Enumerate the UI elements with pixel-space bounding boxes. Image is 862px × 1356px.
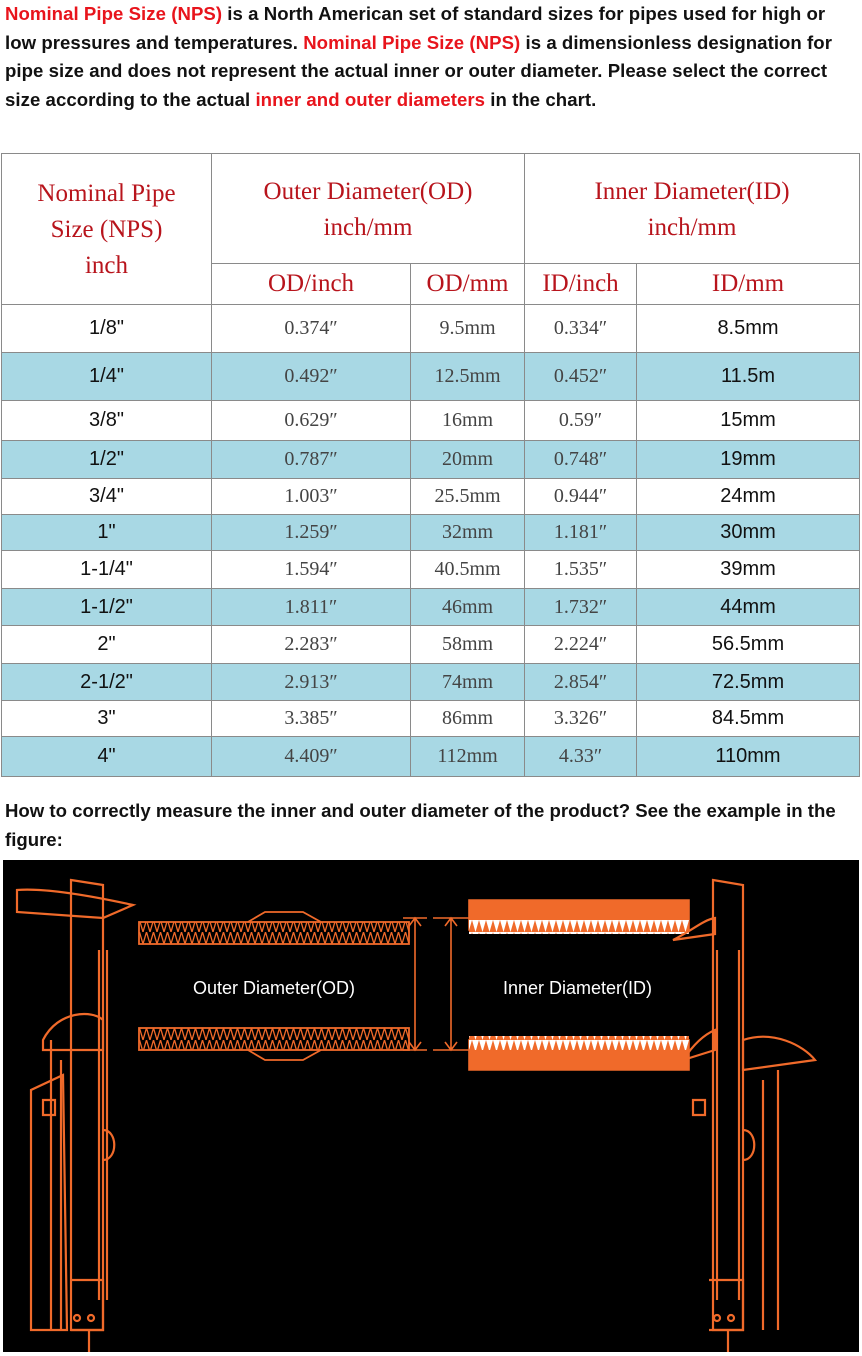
od-header-title: Outer Diameter(OD) [263,178,473,205]
cell-id-inch: 2.224″ [525,626,637,664]
id-label: Inner Diameter(ID) [503,978,653,998]
cell-nps: 1" [2,515,212,551]
cell-od-inch: 2.913″ [212,664,411,701]
nps-header-line-3: inch [84,252,129,279]
table-row [2,305,860,353]
cell-id-mm: 110mm [637,737,860,777]
cell-od-mm: 40.5mm [411,551,525,589]
cell-id-inch: 1.535″ [525,551,637,589]
table-row [2,401,860,441]
cell-od-mm: 16mm [411,401,525,441]
cell-od-inch: 0.374″ [212,305,411,353]
cell-id-inch: 4.33″ [525,737,637,777]
intro-paragraph [5,0,861,114]
intro-highlight-nps-2: Nominal Pipe Size (NPS) [303,31,521,53]
cell-nps: 2-1/2" [2,664,212,701]
table-row [2,737,860,777]
table-row [2,515,860,551]
table-row [2,664,860,701]
cell-id-inch: 3.326″ [525,701,637,737]
od-header [212,154,525,264]
cell-nps: 4" [2,737,212,777]
left-caliper [17,880,133,1352]
subheader-id-inch: ID/inch [525,264,637,305]
table-row [2,353,860,401]
cell-od-mm: 58mm [411,626,525,664]
cell-id-inch: 0.59″ [525,401,637,441]
cell-od-inch: 2.283″ [212,626,411,664]
table-row [2,701,860,737]
cell-od-inch: 3.385″ [212,701,411,737]
nps-header-line-2: Size (NPS) [50,216,163,243]
cell-od-inch: 0.629″ [212,401,411,441]
cell-od-mm: 86mm [411,701,525,737]
table-row [2,551,860,589]
table-row [2,626,860,664]
cell-id-inch: 0.452″ [525,353,637,401]
cell-od-mm: 46mm [411,589,525,626]
cell-id-mm: 39mm [637,551,860,589]
measurement-figure [3,860,859,1352]
cell-id-mm: 11.5m [637,353,860,401]
table-row [2,589,860,626]
cell-id-mm: 56.5mm [637,626,860,664]
right-caliper [673,880,815,1352]
cell-nps: 3/4" [2,479,212,515]
intro-text: is a North American set of standard sizes for pipes used for high or low pressures and temperatures. [5,3,826,53]
cell-id-inch: 0.748″ [525,441,637,479]
caliper-illustration [3,860,859,1352]
cell-id-mm: 30mm [637,515,860,551]
subheader-od-inch: OD/inch [212,264,411,305]
table-row [2,441,860,479]
nps-header-line-1: Nominal Pipe [37,180,176,207]
cell-id-mm: 44mm [637,589,860,626]
table-row [2,479,860,515]
cell-id-inch: 1.181″ [525,515,637,551]
cell-id-mm: 8.5mm [637,305,860,353]
cell-id-inch: 1.732″ [525,589,637,626]
cell-od-inch: 0.787″ [212,441,411,479]
cell-od-mm: 74mm [411,664,525,701]
cell-od-mm: 9.5mm [411,305,525,353]
cell-od-mm: 20mm [411,441,525,479]
cell-nps: 3" [2,701,212,737]
subheader-id-mm: ID/mm [637,264,860,305]
pipe-size-table [1,153,860,777]
cell-id-inch: 0.334″ [525,305,637,353]
measure-instructions: How to correctly measure the inner and outer diameter of the product? See the example in the figure: [5,800,836,850]
od-label: Outer Diameter(OD) [193,978,356,998]
intro-highlight-nps: Nominal Pipe Size (NPS) [5,3,223,24]
cell-id-inch: 2.854″ [525,664,637,701]
intro-text-3: in the chart. [485,88,597,110]
cell-id-mm: 24mm [637,479,860,515]
cell-id-mm: 84.5mm [637,701,860,737]
cell-nps: 1/4" [2,353,212,401]
cell-od-mm: 32mm [411,515,525,551]
cell-nps: 3/8" [2,401,212,441]
cell-od-mm: 112mm [411,737,525,777]
cell-od-inch: 1.003″ [212,479,411,515]
cell-od-mm: 12.5mm [411,353,525,401]
cell-od-inch: 1.259″ [212,515,411,551]
cell-od-inch: 0.492″ [212,353,411,401]
intro-highlight-diameters: inner and outer diameters [255,88,486,110]
cell-id-mm: 15mm [637,401,860,441]
cell-od-mm: 25.5mm [411,479,525,515]
cell-id-inch: 0.944″ [525,479,637,515]
cell-nps: 1/8" [2,305,212,353]
cell-id-mm: 19mm [637,441,860,479]
cell-od-inch: 4.409″ [212,737,411,777]
cell-id-mm: 72.5mm [637,664,860,701]
cell-od-inch: 1.811″ [212,589,411,626]
cell-nps: 1-1/4" [2,551,212,589]
cell-nps: 1-1/2" [2,589,212,626]
subheader-od-mm: OD/mm [411,264,525,305]
id-header [525,154,860,264]
cell-nps: 1/2" [2,441,212,479]
id-header-title: Inner Diameter(ID) [594,178,790,205]
intro-text-2: is a dimensionless designation for pipe size and does not represent the actual inner or outer diameter. Please select the correct size according to the actual [5,31,832,110]
cell-od-inch: 1.594″ [212,551,411,589]
id-header-units: inch/mm [647,214,737,241]
nps-header [2,154,212,305]
table-body [2,305,860,777]
od-header-units: inch/mm [323,214,413,241]
cell-nps: 2" [2,626,212,664]
